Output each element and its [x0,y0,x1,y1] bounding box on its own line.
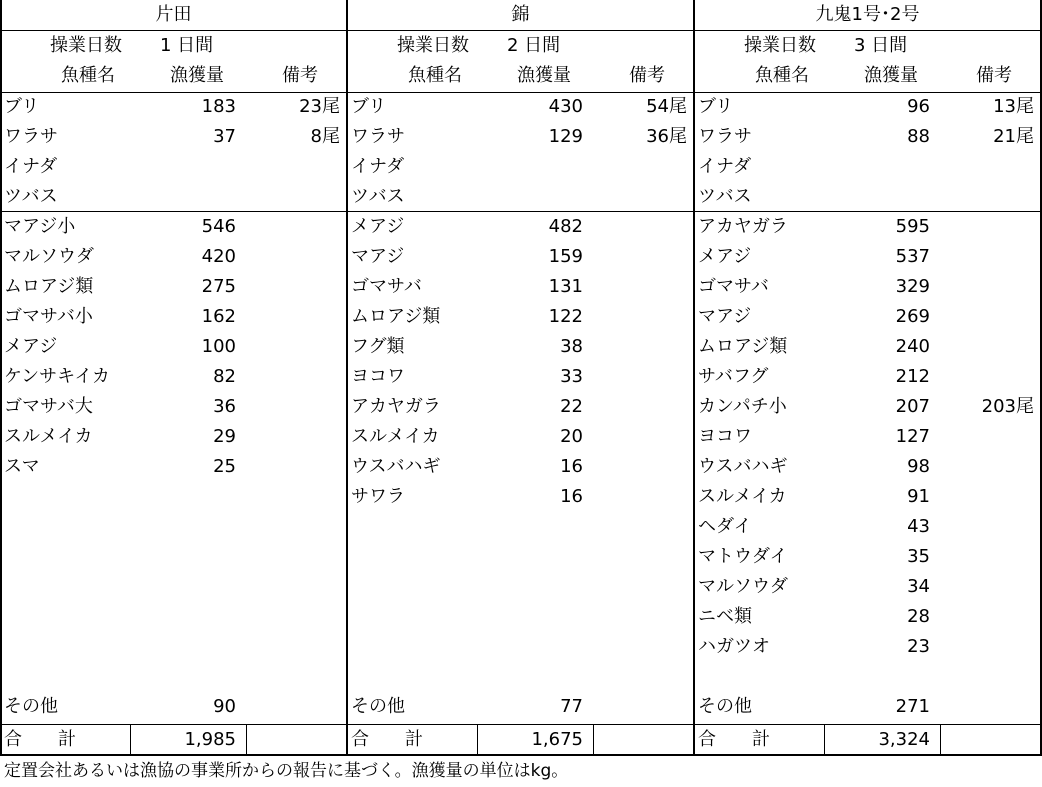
catch-amount: 38 [560,336,583,357]
species-name: ワラサ [4,126,58,147]
catch-amount [824,182,930,212]
catch-amount: 129 [548,126,583,147]
species-name: イナダ [4,156,58,177]
remarks [587,332,687,362]
species-row [347,362,694,392]
yellowtail-row [347,182,694,212]
yellowtail-row [347,92,694,122]
remarks [934,242,1034,272]
catch-amount: 16 [560,456,583,477]
remarks [240,362,340,392]
catch-amount: 275 [201,276,236,297]
total-amount: 1,985 [184,729,236,750]
yellowtail-row [694,122,1041,152]
yellowtail-row [347,152,694,182]
remarks [587,272,687,302]
species-name: ヘダイ [698,516,752,537]
catch-amount: 28 [907,606,930,627]
remarks [240,212,340,242]
remarks [934,272,1034,302]
species-name: ツバス [698,186,752,207]
species-row [347,272,694,302]
operating-days-row [694,31,1041,61]
remarks-header: 備考 [976,65,1012,86]
species-row [694,302,1041,332]
catch-amount: 35 [907,546,930,567]
catch-amount: 33 [560,366,583,387]
catch-amount: 162 [201,306,236,327]
catch-amount: 269 [895,306,930,327]
species-row [347,332,694,362]
catch-amount: 430 [548,96,583,117]
total-row [347,725,694,755]
species-name: ムロアジ類 [698,336,788,357]
total-amount: 1,675 [531,729,583,750]
species-name: マアジ [351,246,405,267]
catch-amount: 122 [548,306,583,327]
species-name: アカヤガラ [351,396,441,417]
species-row [694,422,1041,452]
section-divider [347,211,694,212]
species-name: マルソウダ [698,576,788,597]
location-panel [347,0,694,756]
remarks [240,332,340,362]
column-border [346,0,348,756]
species-name: ゴマサバ [351,276,422,297]
species-name: ハガツオ [698,636,770,657]
other-row [347,692,694,722]
catch-amount: 16 [560,486,583,507]
remarks [934,512,1034,542]
footnote: 定置会社あるいは漁協の事業所からの報告に基づく。漁獲量の単位はkg。 [4,761,569,781]
species-name: ウスバハギ [351,456,441,477]
catch-amount [130,182,236,212]
header-divider [694,30,1041,31]
species-row [347,212,694,242]
location-name: 錦 [511,4,530,25]
total-amount: 3,324 [878,729,930,750]
species-row [694,212,1041,242]
remarks-header: 備考 [282,65,318,86]
section-divider [694,211,1041,212]
header-divider [0,92,347,93]
species-header: 魚種名 [61,65,115,86]
catch-amount: 25 [213,456,236,477]
catch-amount: 91 [907,486,930,507]
catch-amount: 36 [213,396,236,417]
operating-days-value: 1 日間 [160,35,214,56]
species-name: フグ類 [351,336,405,357]
remarks [934,602,1034,632]
remarks [934,212,1034,242]
catch-amount: 183 [201,96,236,117]
species-name: ブリ [4,96,40,117]
species-name: スルメイカ [698,486,787,507]
species-name: ゴマサバ小 [4,306,93,327]
catch-amount: 23 [907,636,930,657]
species-name: ブリ [698,96,734,117]
total-label: 合 計 [698,729,770,750]
yellowtail-row [0,122,347,152]
catch-amount: 82 [213,366,236,387]
species-name: ゴマサバ [698,276,769,297]
species-row [0,212,347,242]
remarks: 8尾 [310,126,340,147]
yellowtail-row [0,152,347,182]
species-name: マトウダイ [698,546,788,567]
remarks [587,212,687,242]
operating-days-row [347,31,694,61]
species-name: その他 [698,696,752,717]
catch-amount: 98 [907,456,930,477]
catch-header: 漁獲量 [864,65,918,86]
remarks [587,422,687,452]
remarks [587,482,687,512]
total-cell-divider [824,724,825,755]
catch-amount: 29 [213,426,236,447]
remarks [934,632,1034,662]
species-header: 魚種名 [755,65,809,86]
catch-amount: 207 [895,396,930,417]
catch-amount: 37 [213,126,236,147]
species-name: メアジ [4,336,58,357]
total-cell-divider [477,724,478,755]
operating-days-value: 3 日間 [854,35,908,56]
remarks [934,692,1034,722]
catch-amount: 90 [213,696,236,717]
species-row [694,512,1041,542]
species-name: ゴマサバ大 [4,396,93,417]
operating-days-label: 操業日数 [50,35,122,56]
remarks [240,302,340,332]
species-name: マアジ小 [4,216,76,237]
species-name: その他 [4,696,58,717]
remarks-header: 備考 [629,65,665,86]
species-name: ワラサ [351,126,405,147]
location-name: 九鬼1号･2号 [815,4,920,25]
remarks: 54尾 [646,96,687,117]
catch-amount: 546 [201,216,236,237]
species-name: ヨコワ [351,366,405,387]
species-row [347,452,694,482]
catch-amount: 240 [895,336,930,357]
remarks [587,452,687,482]
species-row [694,572,1041,602]
catch-amount: 329 [895,276,930,297]
remarks [934,332,1034,362]
total-label: 合 計 [351,729,423,750]
catch-amount [824,152,930,182]
header-divider [347,92,694,93]
total-row [0,725,347,755]
species-name: スルメイカ [351,426,440,447]
species-row [347,392,694,422]
species-name: サワラ [351,486,405,507]
species-name: アカヤガラ [698,216,788,237]
catch-header: 漁獲量 [517,65,571,86]
remarks: 21尾 [993,126,1034,147]
other-row [0,692,347,722]
column-header-row [694,61,1041,91]
total-cell-divider [130,724,131,755]
operating-days-label: 操業日数 [397,35,469,56]
operating-days-label: 操業日数 [744,35,816,56]
remarks [240,692,340,722]
header-divider [694,92,1041,93]
species-row [0,392,347,422]
column-header-row [0,61,347,91]
remarks [587,302,687,332]
remarks [934,182,1034,212]
location-name: 片田 [155,4,192,25]
species-name: ムロアジ類 [351,306,441,327]
column-border [693,0,695,756]
catch-amount [477,152,583,182]
table-bottom-border [0,754,1042,756]
remarks [240,242,340,272]
total-cell-divider [940,724,941,755]
species-row [0,272,347,302]
catch-amount: 77 [560,696,583,717]
species-row [0,452,347,482]
species-name: カンパチ小 [698,396,787,417]
catch-amount: 20 [560,426,583,447]
species-header: 魚種名 [408,65,462,86]
species-row [0,362,347,392]
catch-amount: 159 [548,246,583,267]
total-divider [0,724,347,725]
species-row [347,302,694,332]
species-row [694,482,1041,512]
species-row [694,632,1041,662]
remarks: 36尾 [646,126,687,147]
species-name: マアジ [698,306,752,327]
remarks [587,692,687,722]
catch-amount: 34 [907,576,930,597]
remarks [587,362,687,392]
species-name: ツバス [351,186,405,207]
catch-header: 漁獲量 [170,65,224,86]
species-name: ウスバハギ [698,456,788,477]
species-name: サバフグ [698,366,769,387]
catch-amount: 22 [560,396,583,417]
remarks [934,152,1034,182]
yellowtail-row [694,182,1041,212]
catch-amount: 271 [895,696,930,717]
remarks [240,452,340,482]
species-row [0,242,347,272]
header-divider [0,30,347,31]
column-border [0,0,2,756]
species-name: マルソウダ [4,246,94,267]
catch-amount [130,152,236,182]
species-row [0,302,347,332]
remarks [240,152,340,182]
total-divider [694,724,1041,725]
remarks: 203尾 [981,396,1034,417]
species-name: ヨコワ [698,426,752,447]
species-name: スルメイカ [4,426,93,447]
remarks [240,182,340,212]
location-panel [694,0,1041,756]
species-row [347,422,694,452]
catch-amount [477,182,583,212]
operating-days-value: 2 日間 [507,35,561,56]
header-divider [347,30,694,31]
other-row [694,692,1041,722]
operating-days-row [0,31,347,61]
remarks [587,242,687,272]
catch-amount: 482 [548,216,583,237]
remarks [240,392,340,422]
species-row [694,272,1041,302]
species-name: メアジ [351,216,405,237]
species-name: メアジ [698,246,752,267]
total-row [694,725,1041,755]
remarks [240,272,340,302]
section-divider [0,211,347,212]
remarks [934,452,1034,482]
species-row [694,332,1041,362]
yellowtail-row [694,152,1041,182]
catch-amount: 131 [548,276,583,297]
catch-amount: 88 [907,126,930,147]
remarks [934,572,1034,602]
species-row [694,452,1041,482]
remarks: 23尾 [299,96,340,117]
species-row [694,362,1041,392]
species-row [694,542,1041,572]
species-row [694,242,1041,272]
remarks [587,392,687,422]
yellowtail-row [694,92,1041,122]
total-label: 合 計 [4,729,76,750]
yellowtail-row [0,182,347,212]
species-name: ニベ類 [698,606,752,627]
species-row [694,392,1041,422]
remarks [934,362,1034,392]
species-row [0,332,347,362]
remarks: 13尾 [993,96,1034,117]
location-panel [0,0,347,756]
species-row [347,242,694,272]
total-divider [347,724,694,725]
species-name: ムロアジ類 [4,276,94,297]
species-name: イナダ [351,156,405,177]
total-cell-divider [246,724,247,755]
remarks [934,302,1034,332]
total-cell-divider [593,724,594,755]
catch-amount: 96 [907,96,930,117]
remarks [587,152,687,182]
catch-amount: 212 [895,366,930,387]
species-name: ツバス [4,186,58,207]
species-name: スマ [4,456,40,477]
catch-amount: 420 [201,246,236,267]
yellowtail-row [0,92,347,122]
catch-amount: 537 [895,246,930,267]
remarks [934,422,1034,452]
species-name: ケンサキイカ [4,366,110,387]
catch-amount: 43 [907,516,930,537]
remarks [240,422,340,452]
remarks [934,542,1034,572]
species-name: ブリ [351,96,387,117]
catch-amount: 595 [895,216,930,237]
species-name: その他 [351,696,405,717]
remarks [587,182,687,212]
species-row [347,482,694,512]
catch-amount: 127 [895,426,930,447]
species-name: ワラサ [698,126,752,147]
species-name: イナダ [698,156,752,177]
species-row [694,602,1041,632]
column-header-row [347,61,694,91]
remarks [934,482,1034,512]
species-row [0,422,347,452]
catch-amount: 100 [201,336,236,357]
yellowtail-row [347,122,694,152]
